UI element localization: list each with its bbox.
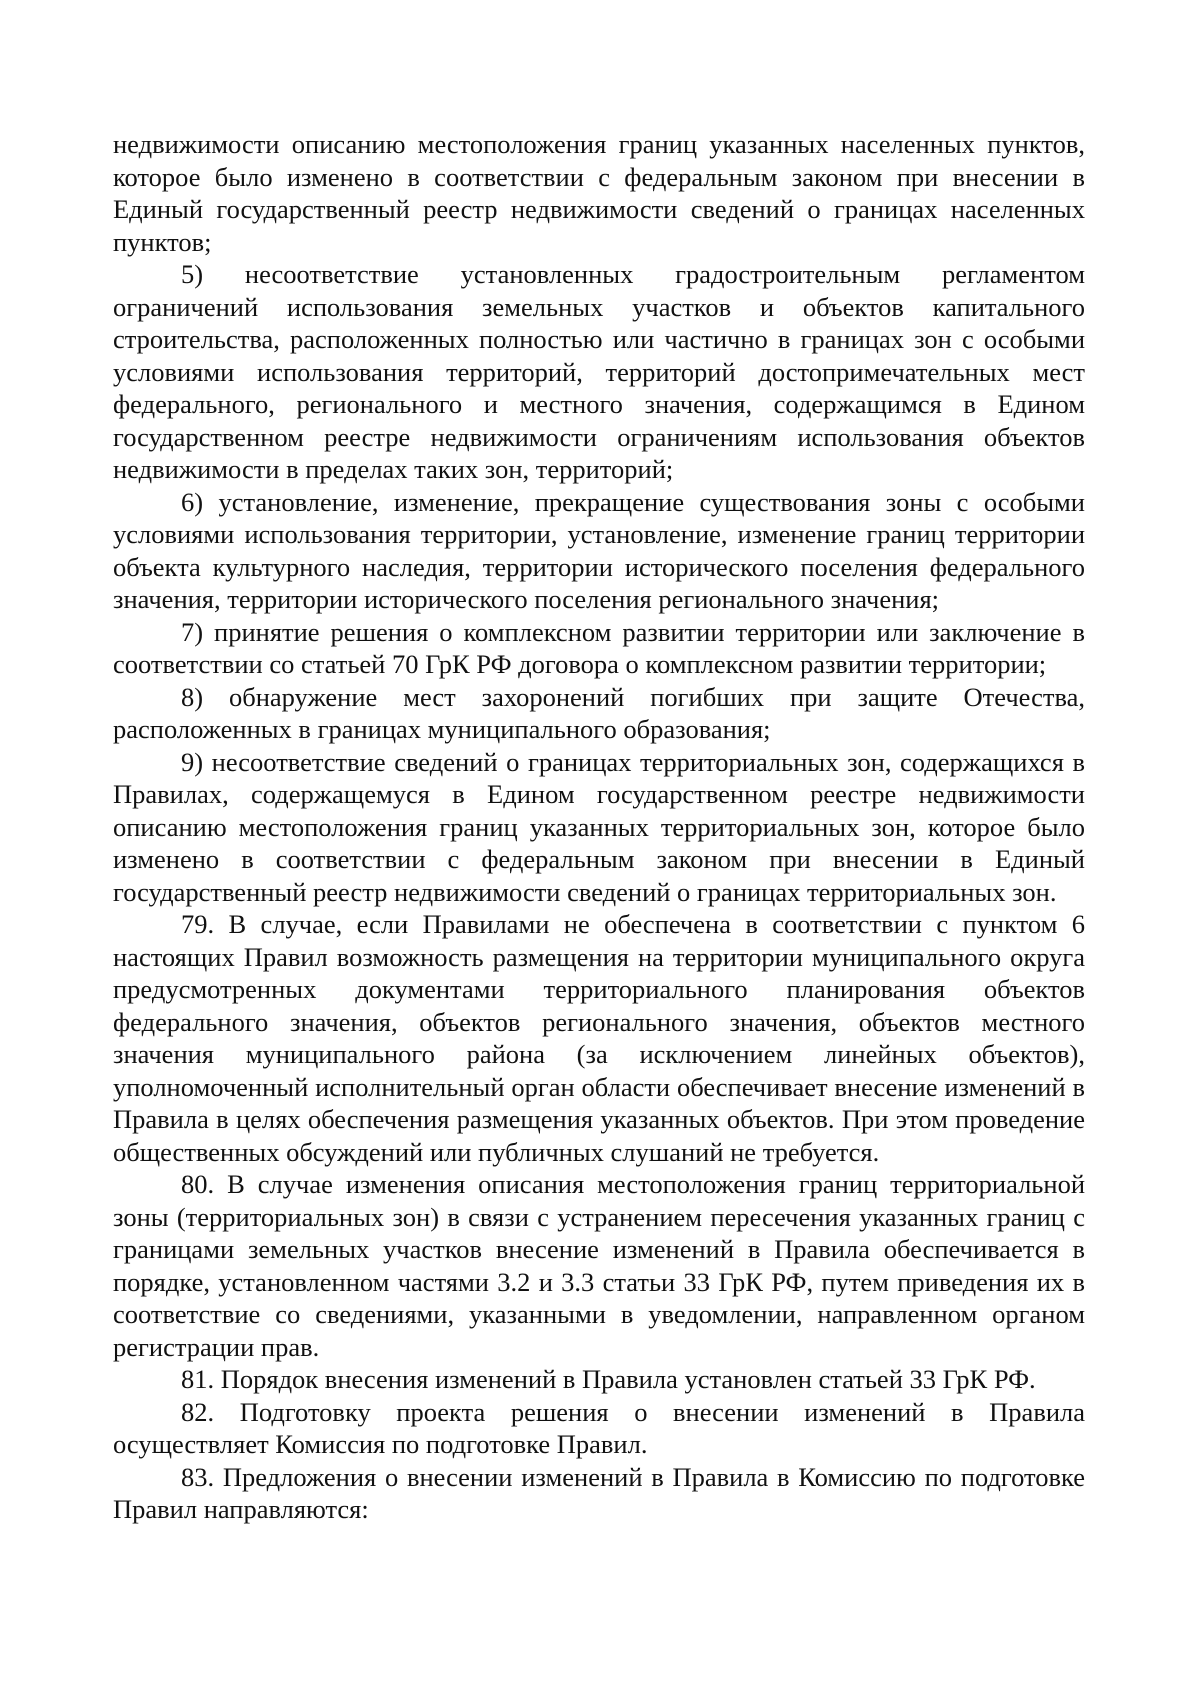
paragraph-item-9: 9) несоответствие сведений о границах территориальных зон, содержащихся в Правилах, содержащемуся в Едином государственном реестре недвижимости описанию местоположения границ указанных территориальных зон, которое было изменено в соответствии с федеральным законом при внесении в Единый государственный реестр недвижимости сведений о границах территориальных зон. xyxy=(113,746,1085,907)
paragraph-item-6: 6) установление, изменение, прекращение существования зоны с особыми условиями использования территории, установление, изменение границ территории объекта культурного наследия, территории исторического поселения федерального значения, территории исторического поселения регионального значения; xyxy=(113,486,1085,614)
paragraph-clause-83: 83. Предложения о внесении изменений в Правила в Комиссию по подготовке Правил направляются: xyxy=(113,1461,1085,1524)
paragraph-item-5: 5) несоответствие установленных градостроительным регламентом ограничений использования земельных участков и объектов капитального строительства, расположенных полностью или частично в границах зон с особыми условиями использования территорий, территорий достопримечательных мест федерального, регионального и местного значения, содержащимся в Едином государственном реестре недвижимости ограничениям использования объектов недвижимости в пределах таких зон, территорий; xyxy=(113,259,1085,484)
paragraph-continuation: недвижимости описанию местоположения границ указанных населенных пунктов, которое было изменено в соответствии с федеральным законом при внесении в Единый государственный реестр недвижимости сведений о границах населенных пунктов; xyxy=(113,129,1085,257)
paragraph-clause-82: 82. Подготовку проекта решения о внесении изменений в Правила осуществляет Комиссия по подготовке Правил. xyxy=(113,1396,1085,1459)
paragraph-item-7: 7) принятие решения о комплексном развитии территории или заключение в соответствии со статьей 70 ГрК РФ договора о комплексном развитии территории; xyxy=(113,616,1085,679)
document-page xyxy=(113,128,1085,1526)
paragraph-clause-81: 81. Порядок внесения изменений в Правила установлен статьей 33 ГрК РФ. xyxy=(181,1364,1036,1394)
paragraph-item-8: 8) обнаружение мест захоронений погибших при защите Отечества, расположенных в границах муниципального образования; xyxy=(113,681,1085,744)
paragraph-clause-79: 79. В случае, если Правилами не обеспечена в соответствии с пунктом 6 настоящих Правил возможность размещения на территории муниципального округа предусмотренных документами территориального планирования объектов федерального значения, объектов регионального значения, объектов местного значения муниципального района (за исключением линейных объектов), уполномоченный исполнительный орган области обеспечивает внесение изменений в Правила в целях обеспечения размещения указанных объектов. При этом проведение общественных обсуждений или публичных слушаний не требуется. xyxy=(113,909,1085,1167)
paragraph-clause-80: 80. В случае изменения описания местоположения границ территориальной зоны (территориальных зон) в связи с устранением пересечения указанных границ с границами земельных участков внесение изменений в Правила обеспечивается в порядке, установленном частями 3.2 и 3.3 статьи 33 ГрК РФ, путем приведения их в соответствие со сведениями, указанными в уведомлении, направленном органом регистрации прав. xyxy=(113,1169,1085,1362)
